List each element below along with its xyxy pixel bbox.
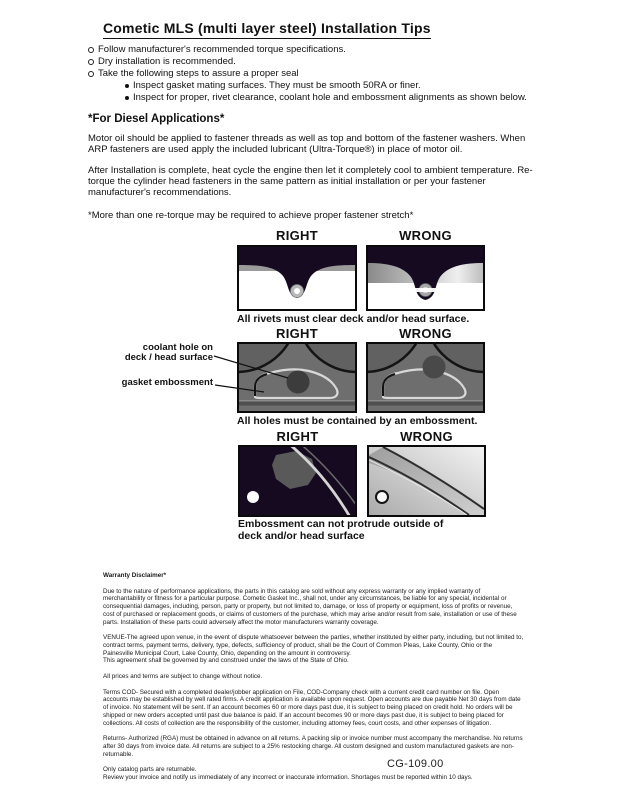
rivet-right-diagram	[237, 245, 357, 311]
figure-caption: Embossment can not protrude outside of deck and/or head surface	[238, 518, 444, 542]
retorque-note: *More than one re-torque may be required to achieve proper fastener stretch*	[88, 210, 414, 221]
tip-text: Take the following steps to assure a proper seal	[98, 68, 299, 79]
list-item	[88, 56, 527, 68]
list-item	[88, 68, 527, 80]
figure-annotations	[112, 343, 213, 388]
paragraph: After Installation is complete, heat cycle the engine then let it completely cool to ambient temperature. Re-torque the cylinder head fasteners in the same pattern as initial installation or per your fastener manufacturer's recommendations.	[88, 165, 533, 198]
tip-text: Follow manufacturer's recommended torque specifications.	[98, 44, 346, 55]
warranty-paragraph: Only catalog parts are returnable.	[103, 766, 197, 774]
list-item	[125, 80, 527, 92]
tip-text: Inspect for proper, rivet clearance, coolant hole and embossment alignments as shown below.	[133, 92, 527, 103]
filled-bullet-icon	[125, 84, 129, 88]
warranty-disclaimer-section	[103, 572, 524, 790]
warranty-paragraph: Terms COD- Secured with a completed dealer/jobber application on File, COD-Company check with a current credit card number on file. Open accounts may be established by well rated firms. A credit application is available upon request. Open accounts are due payable Net 30 days from date of invoice. No statement will be sent. If an account becomes 60 or more days past due, it is subject to being placed on credit hold. No orders will be shipped or new orders accepted until past due balance is paid. If an account becomes 90 or more days past due, it is subject to being placed for collections. All costs of collection are the responsibility of the customer, including attorney fees, court costs, and other expenses of litigation.	[103, 688, 521, 727]
wrong-label: WRONG	[399, 228, 452, 243]
section-heading: *For Diesel Applications*	[88, 113, 225, 125]
protrusion-wrong-diagram	[367, 445, 486, 517]
figure-caption: All rivets must clear deck and/or head surface.	[237, 313, 470, 325]
warranty-paragraph: All prices and terms are subject to change without notice.	[103, 673, 263, 681]
annotation-label: gasket embossment	[121, 377, 213, 388]
warranty-paragraph: VENUE-The agreed upon venue, in the event of dispute whatsoever between the parties, whether instituted by either party, including, but not limited to, contract terms, payment terms, delivery, type, defects, sufficiency of product, shall be the Court of Common Pleas, Lake County, Ohio or the Painesville Municipal Court, Lake County, Ohio, depending on the amount in controversy.	[103, 634, 524, 657]
coolant-hole-wrong-diagram	[366, 342, 485, 413]
page-title: Cometic MLS (multi layer steel) Installation Tips	[103, 20, 431, 39]
right-label: RIGHT	[276, 326, 318, 341]
right-label: RIGHT	[276, 429, 319, 444]
figure-caption: All holes must be contained by an embossment.	[237, 415, 478, 427]
warranty-heading: Warranty Disclaimer*	[103, 572, 167, 579]
warranty-paragraph: Review your invoice and notify us immediately of any incorrect or inaccurate information. Shortages must be reported within 10 days.	[103, 774, 473, 782]
tip-text: Inspect gasket mating surfaces. They must be smooth 50RA or finer.	[133, 80, 421, 91]
open-bullet-icon	[88, 47, 94, 53]
list-item	[88, 44, 527, 56]
open-bullet-icon	[88, 71, 94, 77]
warranty-paragraph: Due to the nature of performance applications, the parts in this catalog are sold without any express warranty or any implied warranty of merchantability or fitness for a particular purpose. Cometic Gasket Inc., shall not, under any circumstances, be liable for any special, incidental or consequential damages, including, person, party or property, but not limited to, damage, or loss of property or equipment, loss of profits or revenue, cost of purchased or replacement goods, or claims of customers of the purchase, which may arise and/or result from sale, installation or use of these parts. Installation of these parts could adversely affect the motor manufacturers warranty coverage.	[103, 587, 517, 626]
coolant-hole-right-diagram	[237, 342, 357, 413]
warranty-paragraph: Returns- Authorized (RGA) must be obtained in advance on all returns. A packing slip or invoice number must accompany the merchandise. No returns after 30 days from invoice date. All returns are subject to a 25% restocking charge. All custom designed and custom manufactured gaskets are non-returnable.	[103, 735, 523, 758]
open-bullet-icon	[88, 59, 94, 65]
wrong-label: WRONG	[400, 429, 453, 444]
paragraph: Motor oil should be applied to fastener threads as well as top and bottom of the fastener washers. When ARP fasteners are used apply the included lubricant (Ultra-Torque®) in place of motor oil.	[88, 133, 526, 155]
rivet-wrong-diagram	[366, 245, 485, 311]
tip-text: Dry installation is recommended.	[98, 56, 236, 67]
right-label: RIGHT	[276, 228, 318, 243]
protrusion-right-diagram	[238, 445, 357, 517]
page-number: CG-109.00	[387, 758, 444, 770]
warranty-paragraph: This agreement shall be governed by and construed under the laws of the State of Ohio.	[103, 657, 349, 665]
annotation-label: deck / head surface	[124, 352, 213, 363]
diesel-applications-section	[88, 114, 543, 231]
installation-tips-list	[88, 44, 527, 104]
annotation-label: coolant hole on	[142, 342, 213, 353]
list-item	[125, 92, 527, 104]
filled-bullet-icon	[125, 96, 129, 100]
wrong-label: WRONG	[399, 326, 452, 341]
